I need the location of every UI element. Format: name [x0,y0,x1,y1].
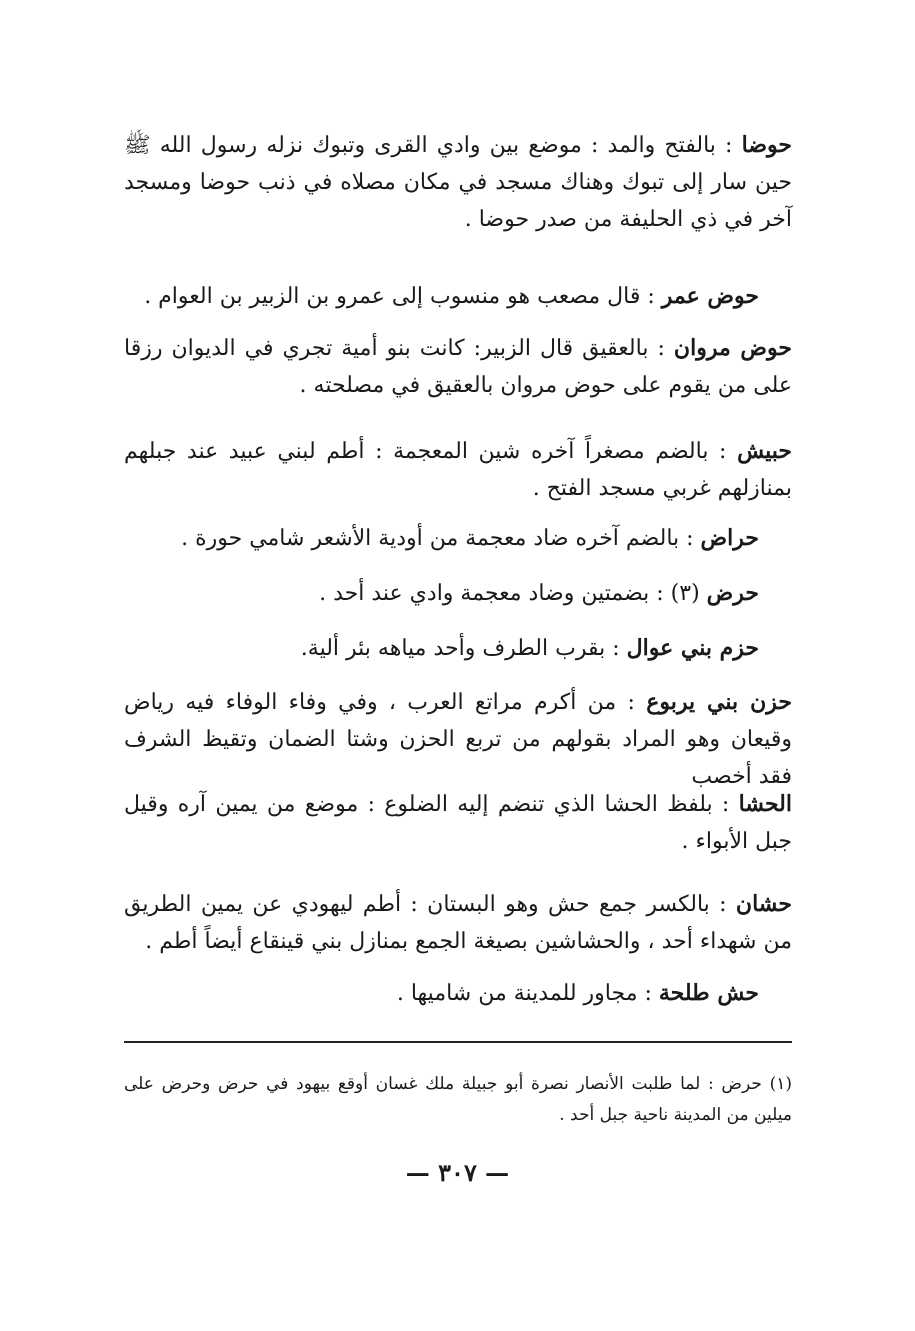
entry-text: : بالفتح والمد : موضع بين وادي القرى وتبوك نزله رسول الله ﷺ حين سار إلى تبوك وهناك مسجد في مكان مصلاه في ذنب حوضا ومسجد آخر في ذي الحليفة من صدر حوضا . [124,133,792,232]
entry-term: حوضا [741,132,792,158]
entry-text: : بالضم مصغراً آخره شين المعجمة : أطم لبني عبيد عند جبلهم بمنازلهم غربي مسجد الفتح . [124,439,792,501]
entry-term: حراض [700,525,759,551]
entry-hazm-bani-awal [124,630,759,667]
entry-hubaysh [124,433,792,507]
entry-term: حوض مروان [673,335,792,361]
entry-text: : بالكسر جمع حش وهو البستان : أطم ليهودي عن يمين الطريق من شهداء أحد ، والحشاشين بصيغة الجمع بمنازل بني قينقاع أيضاً أطم . [124,892,792,954]
entry-text: : بالعقيق قال الزبير: كانت بنو أمية تجري في الديوان رزقا على من يقوم على حوض مروان بالعقيق في مصلحته . [124,336,792,398]
entry-term: الحشا [738,791,792,817]
entry-hishan [124,886,792,960]
entry-hash-talha [124,975,759,1012]
entry-text: : قال مصعب هو منسوب إلى عمرو بن الزبير بن العوام . [144,284,662,309]
entry-al-hasha [124,786,792,860]
entry-term: حرض [706,580,759,606]
entry-hawd-umar [124,278,759,315]
entry-text: : بقرب الطرف وأحد مياهه بئر ألية. [300,636,627,661]
entry-text: (٣) : بضمتين وضاد معجمة وادي عند أحد . [319,581,707,606]
entry-hurad [124,520,759,557]
entry-hurud [124,575,759,612]
entry-term: حوض عمر [661,283,759,309]
entry-hawda [124,127,792,238]
entry-text: : بلفظ الحشا الذي تنضم إليه الضلوع : موضع من يمين آره وقيل جبل الأبواء . [124,792,792,854]
footnote-divider [124,1041,792,1043]
footnote: (١) حرض : لما طلبت الأنصار نصرة أبو جبيلة ملك غسان أوقع بيهود في حرض وحرض على ميلين من المدينة ناحية جبل أحد . [124,1074,792,1125]
entry-text: : مجاور للمدينة من شاميها . [396,981,659,1006]
entry-term: حشان [735,891,792,917]
entry-term: حبيش [737,438,792,464]
entry-term: حش طلحة [658,980,759,1006]
entry-text: : من أكرم مراتع العرب ، وفي وفاء الوفاء فيه رياض وقيعان وهو المراد بقولهم من تربع الحزن وشتا الضمان وتقيظ الشرف فقد أخصب [124,690,792,789]
entry-hazn-bani-yarbu [124,684,792,795]
entry-hawd-marwan [124,330,792,404]
page-number: — ٣٠٧ — [405,1158,510,1187]
entry-term: حزم بني عوال [626,635,759,661]
entry-text: : بالضم آخره ضاد معجمة من أودية الأشعر شامي حورة . [181,526,701,551]
entry-term: حزن بني يربوع [646,689,792,715]
